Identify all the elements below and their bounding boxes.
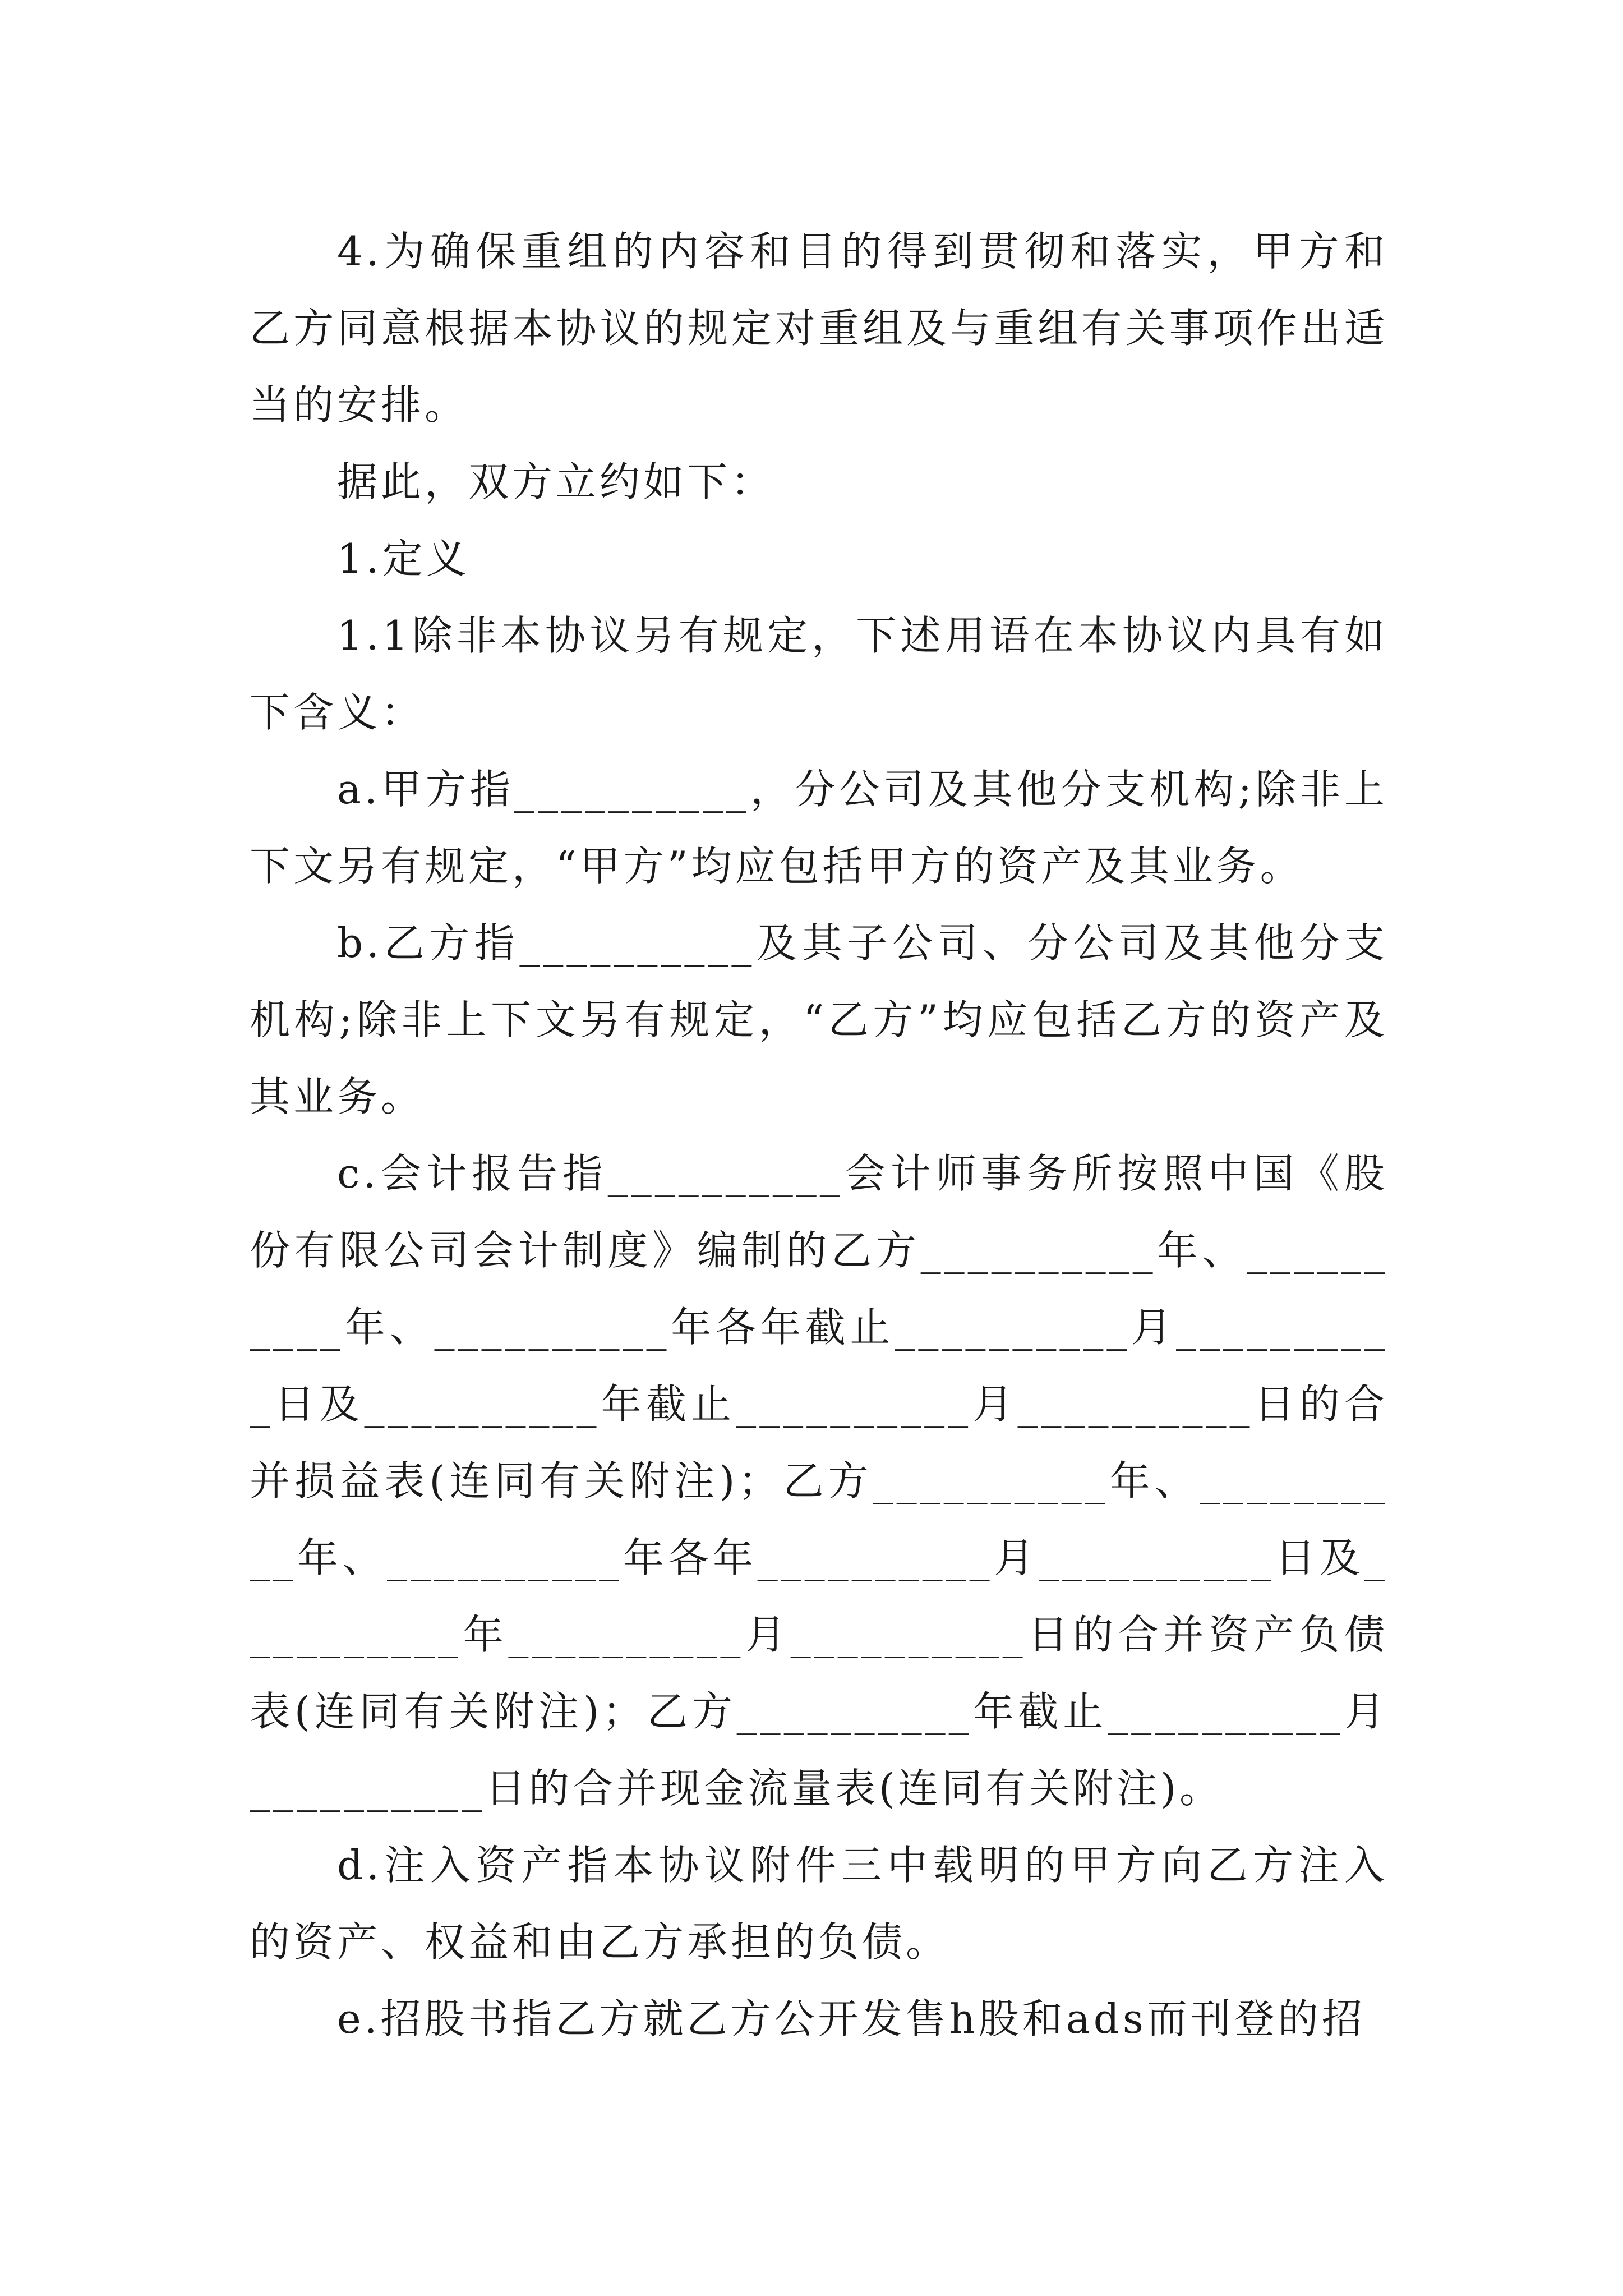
section-heading-definitions: 1.定义 <box>337 535 470 582</box>
clause-1-1: 1.1除非本协议另有规定，下述用语在本协议内具有如下含义： <box>250 612 1388 736</box>
paragraph-agreement-intro: 据此，双方立约如下： <box>337 458 775 505</box>
paragraph-recital-4: 4.为确保重组的内容和目的得到贯彻和落实，甲方和乙方同意根据本协议的规定对重组及与重组有关事项作出适当的安排。 <box>250 228 1388 429</box>
document-body <box>250 213 1388 2058</box>
definition-party-a: a.甲方指__________，分公司及其他分支机构;除非上下文另有规定，“甲方”均应包括甲方的资产及其业务。 <box>250 766 1388 890</box>
definition-injected-assets: d.注入资产指本协议附件三中载明的甲方向乙方注入的资产、权益和由乙方承担的负债。 <box>250 1842 1388 1966</box>
definition-accounting-report: c.会计报告指__________会计师事务所按照中国《股份有限公司会计制度》编制的乙方__________年、__________年、__________年各年截止__________月__________日及__________年截止__________月__________日的合并损益表(连同有关附注)；乙方__________年、__________年、__________年各年__________月__________日及__________年__________月__________日的合并资产负债表(连同有关附注)；乙方__________年截止__________月__________日的合并现金流量表(连同有关附注)。 <box>250 1150 1388 1812</box>
definition-prospectus: e.招股书指乙方就乙方公开发售h股和ads而刊登的招 <box>337 1995 1366 2042</box>
definition-party-b: b.乙方指__________及其子公司、分公司及其他分支机构;除非上下文另有规定，“乙方”均应包括乙方的资产及其业务。 <box>250 919 1388 1120</box>
